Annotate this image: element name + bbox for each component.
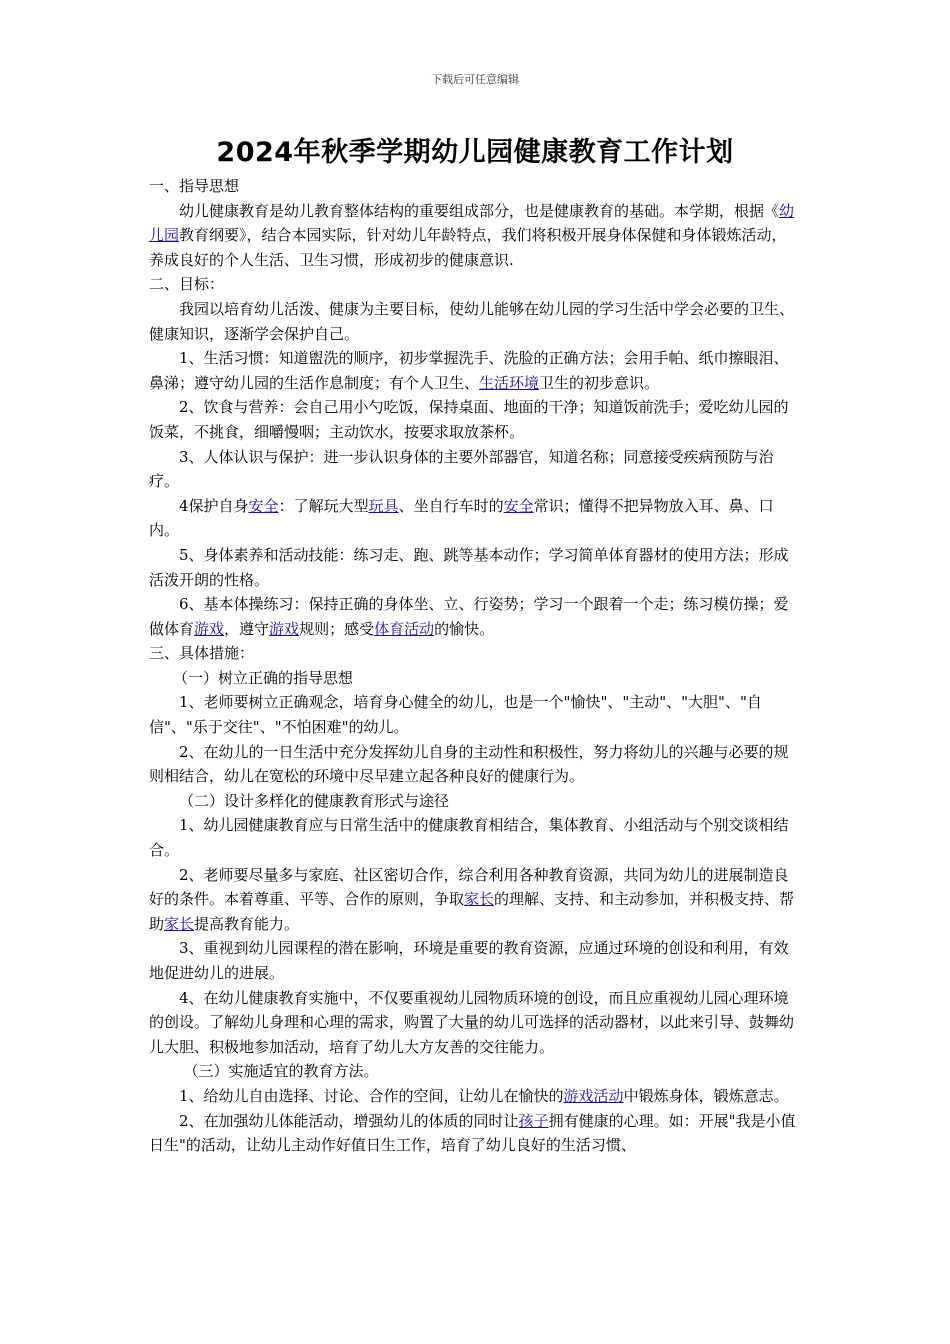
paragraph-text: 中锻炼身体，锻炼意志。: [623, 1086, 789, 1105]
paragraph-text: 2、饮食与营养：会自己用小勺吃饭，保持桌面、地面的干净；知道饭前洗手；爱吃幼儿园的饭菜，不挑食，细嚼慢咽；主动饮水，按要求取放茶杯。: [149, 398, 789, 441]
paragraph-text: 我园以培育幼儿活泼、健康为主要目标，使幼儿能够在幼儿园的学习生活中学会必要的卫生、健康知识，逐渐学会保护自己。: [149, 299, 795, 343]
inline-link[interactable]: 体育活动: [374, 619, 435, 638]
paragraph-text: 提高教育能力。: [194, 914, 300, 933]
paragraph-text: 的愉快。: [434, 619, 495, 638]
paragraph: [149, 1059, 801, 1084]
paragraph: [149, 199, 801, 273]
paragraph-text: 、坐自行车时的: [398, 496, 504, 515]
paragraph-text: 规则；感受: [299, 619, 375, 638]
paragraph-text: 1、幼儿园健康教育应与日常生活中的健康教育相结合，集体教育、小组活动与个别交谈相结合。: [149, 816, 789, 860]
inline-link[interactable]: 游戏: [194, 619, 225, 638]
paragraph-text: 1、老师要树立正确观念，培育身心健全的幼儿，也是一个"愉快"、"主动"、"大胆"、"自信"、"乐于交往"、"不怕困难"的幼儿。: [149, 693, 762, 737]
paragraph: [149, 789, 801, 814]
paragraph: [149, 592, 801, 641]
paragraph: [149, 986, 801, 1060]
paragraph: [149, 936, 801, 985]
document-title: 2024年秋季学期幼儿园健康教育工作计划: [216, 137, 734, 168]
inline-link[interactable]: 孩子: [518, 1111, 549, 1130]
paragraph: [149, 813, 801, 862]
paragraph-text: 一、指导思想: [149, 177, 240, 195]
paragraph: [149, 395, 801, 444]
paragraph-text: 常识；懂得不把异物放入耳、鼻、口内。: [149, 496, 774, 540]
paragraph-text: 三、具体措施：: [149, 644, 255, 663]
paragraph-text: 教育纲要》，结合本园实际，针对幼儿年龄特点，我们将积极开展身体保健和身体锻炼活动，养成良好的个人生活、卫生习惯，形成初步的健康意识.: [149, 226, 787, 269]
paragraph-text: 2、在幼儿的一日生活中充分发挥幼儿自身的主动性和积极性，努力将幼儿的兴趣与必要的规则相结合，幼儿在宽松的环境中尽早建立起各种良好的健康行为。: [149, 742, 789, 786]
inline-link[interactable]: 生活环境: [479, 373, 540, 392]
paragraph-text: 1、给幼儿自由选择、讨论、合作的空间，让幼儿在愉快的: [179, 1086, 564, 1105]
paragraph-text: ，遵守: [224, 619, 270, 638]
paragraph: [149, 174, 801, 199]
paragraph-text: （一）树立正确的指导思想: [173, 668, 354, 687]
paragraph-text: ：了解玩大型: [278, 496, 369, 515]
inline-link[interactable]: 安全: [248, 496, 279, 515]
inline-link[interactable]: 游戏活动: [563, 1086, 624, 1105]
paragraph: [149, 494, 801, 543]
paragraph-text: 2、在加强幼儿体能活动，增强幼儿的体质的同时让: [179, 1111, 519, 1130]
inline-link[interactable]: 幼儿园: [149, 201, 795, 245]
paragraph-text: 卫生的初步意识。: [539, 373, 660, 392]
paragraph: [149, 346, 801, 395]
paragraph-text: 4、在幼儿健康教育实施中，不仅要重视幼儿园物质环境的创设，而且应重视幼儿园心理环境的创设。了解幼儿身理和心理的需求，购置了大量的幼儿可选择的活动器材，以此来引导、鼓舞幼儿大胆、积极地参加活动，培育了幼儿大方友善的交往能力。: [149, 988, 795, 1056]
inline-link[interactable]: 家长: [164, 914, 195, 933]
paragraph: [149, 297, 801, 346]
paragraph-text: 的理解、支持、和主动参加，并积极支持、帮助: [149, 890, 795, 933]
paragraph-text: 6、基本体操练习：保持正确的身体坐、立、行姿势；学习一个跟着一个走；练习模仿操；爱做体育: [149, 595, 789, 638]
paragraph: [149, 1084, 801, 1109]
inline-link[interactable]: 玩具: [368, 496, 399, 515]
paragraph-text: 3、人体认识与保护：进一步认识身体的主要外部器官，知道名称；同意接受疾病预防与治疗。: [149, 447, 774, 491]
paragraph-text: 4保护自身: [179, 496, 249, 515]
paragraph-text: （三）实施适宜的教育方法。: [183, 1062, 379, 1081]
paragraph: [149, 272, 801, 297]
paragraph: [149, 740, 801, 789]
paragraph: [149, 863, 801, 937]
inline-link[interactable]: 安全: [503, 496, 534, 515]
paragraph: [149, 543, 801, 592]
paragraph: [149, 1109, 801, 1158]
paragraph-text: 二、目标：: [149, 275, 225, 294]
inline-link[interactable]: 家长: [464, 890, 495, 909]
page-header: 下载后可任意编辑: [431, 73, 519, 86]
inline-link[interactable]: 游戏: [269, 619, 300, 638]
paragraph: [149, 666, 801, 691]
document-body: [149, 174, 801, 1158]
paragraph-text: （二）设计多样化的健康教育形式与途径: [179, 791, 450, 810]
paragraph: [149, 641, 801, 666]
paragraph: [149, 445, 801, 494]
paragraph-text: 5、身体素养和活动技能：练习走、跑、跳等基本动作；学习简单体育器材的使用方法；形成活泼开朗的性格。: [149, 545, 789, 589]
paragraph-text: 1、生活习惯：知道盥洗的顺序，初步掌握洗手、洗脸的正确方法；会用手帕、纸巾擦眼泪、鼻涕；遵守幼儿园的生活作息制度；有个人卫生、: [149, 349, 789, 392]
paragraph: [149, 690, 801, 739]
paragraph-text: 2、老师要尽量多与家庭、社区密切合作，综合利用各种教育资源，共同为幼儿的进展制造良好的条件。本着尊重、平等、合作的原则，争取: [149, 865, 789, 909]
paragraph-text: 拥有健康的心理。如：开展"我是小值日生"的活动，让幼儿主动作好值日生工作，培育了幼儿良好的生活习惯、: [149, 1111, 796, 1155]
paragraph-text: 幼儿健康教育是幼儿教育整体结构的重要组成部分，也是健康教育的基础。本学期，根据《: [179, 201, 780, 220]
paragraph-text: 3、重视到幼儿园课程的潜在影响，环境是重要的教育资源，应通过环境的创设和利用，有效地促进幼儿的进展。: [149, 939, 789, 982]
